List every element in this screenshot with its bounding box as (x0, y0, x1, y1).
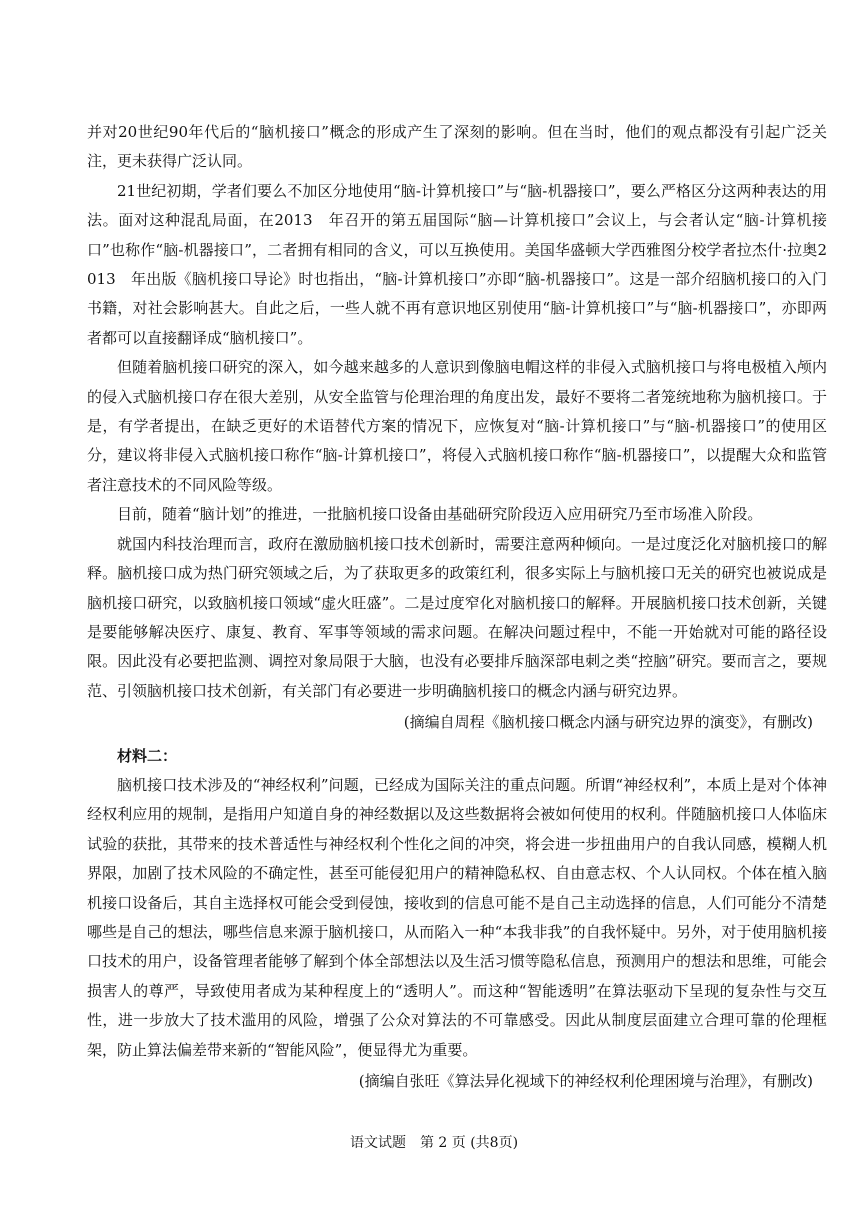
source-citation: (摘编自张旺《算法异化视域下的神经权利伦理困境与治理》，有删改) (358, 1072, 813, 1090)
paragraph: 21世纪初期，学者们要么不加区分地使用“脑-计算机接口”与“脑-机器接口”，要么严格区分这两种表达的用法。面对这种混乱局面，在2013 年召开的第五届国际“脑—计算机接口”会议上，与会者认定“脑-计算机接口”也称作“脑-机器接口”，二者拥有相同的含义，可以互换使用。美国华盛顿大学西雅图分校学者拉杰什·拉奥2013 年出版《脑机接口导论》时也指出，“脑-计算机接口”亦即“脑-机器接口”。这是一部介绍脑机接口的入门书籍，对社会影响甚大。自此之后，一些人就不再有意识地区别使用“脑-计算机接口”与“脑-机器接口”，亦即两者都可以直接翻译成“脑机接口”。 (87, 181, 827, 347)
paragraph: 脑机接口技术涉及的“神经权利”问题，已经成为国际关注的重点问题。所谓“神经权利”，本质上是对个体神经权利应用的规制，是指用户知道自身的神经数据以及这些数据将会被如何使用的权利。伴随脑机接口人体临床试验的获批，其带来的技术普适性与神经权利个性化之间的冲突，将会进一步扭曲用户的自我认同感，模糊人机界限，加剧了技术风险的不确定性，甚至可能侵犯用户的精神隐私权、自由意志权、个人认同权。个体在植入脑机接口设备后，其自主选择权可能会受到侵蚀，接收到的信息可能不是自己主动选择的信息，人们可能分不清楚哪些是自己的想法，哪些信息来源于脑机接口，从而陷入一种“本我非我”的自我怀疑中。另外，对于使用脑机接口技术的用户，设备管理者能够了解到个体全部想法以及生活习惯等隐私信息，预测用户的想法和思维，可能会损害人的尊严，导致使用者成为某种程度上的“透明人”。而这种“智能透明”在算法驱动下呈现的复杂性与交互性，进一步放大了技术滥用的风险，增强了公众对算法的不可靠感受。因此从制度层面建立合理可靠的伦理框架，防止算法偏差带来新的“智能风险”，便显得尤为重要。 (87, 775, 827, 1059)
document-body (87, 118, 827, 1100)
source-citation: (摘编自周程《脑机接口概念内涵与研究边界的演变》，有删改) (403, 713, 813, 732)
paragraph: 目前，随着“脑计划”的推进，一批脑机接口设备由基础研究阶段迈入应用研究乃至市场准入阶段。 (117, 505, 763, 524)
page-footer: 语文试题 第 2 页 (共8页) (349, 1135, 519, 1151)
paragraph: 就国内科技治理而言，政府在激励脑机接口技术创新时，需要注意两种倾向。一是过度泛化对脑机接口的解释。脑机接口成为热门研究领域之后，为了获取更多的政策红利，很多实际上与脑机接口无关的研究也被说成是脑机接口研究，以致脑机接口领域“虚火旺盛”。二是过度窄化对脑机接口的解释。开展脑机接口技术创新，关键是要能够解决医疗、康复、教育、军事等领域的需求问题。在解决问题过程中，不能一开始就对可能的路径设限。因此没有必要把监测、调控对象局限于大脑，也没有必要排斥脑深部电刺之类“控脑”研究。要而言之，要规范、引领脑机接口技术创新，有关部门有必要进一步明确脑机接口的概念内涵与研究边界。 (87, 534, 827, 700)
paragraph-continued: 并对20世纪90年代后的“脑机接口”概念的形成产生了深刻的影响。但在当时，他们的观点都没有引起广泛关注，更未获得广泛认同。 (87, 123, 827, 171)
section-title: 材料二： (117, 746, 178, 765)
paragraph: 但随着脑机接口研究的深入，如今越来越多的人意识到像脑电帽这样的非侵入式脑机接口与将电极植入颅内的侵入式脑机接口存在很大差别，从安全监管与伦理治理的角度出发，最好不要将二者笼统地称为脑机接口。于是，有学者提出，在缺乏更好的术语替代方案的情况下，应恢复对“脑-计算机接口”与“脑-机器接口”的使用区分，建议将非侵入式脑机接口称作“脑-计算机接口”，将侵入式脑机接口称作“脑-机器接口”，以提醒大众和监管者注意技术的不同风险等级。 (87, 358, 827, 494)
